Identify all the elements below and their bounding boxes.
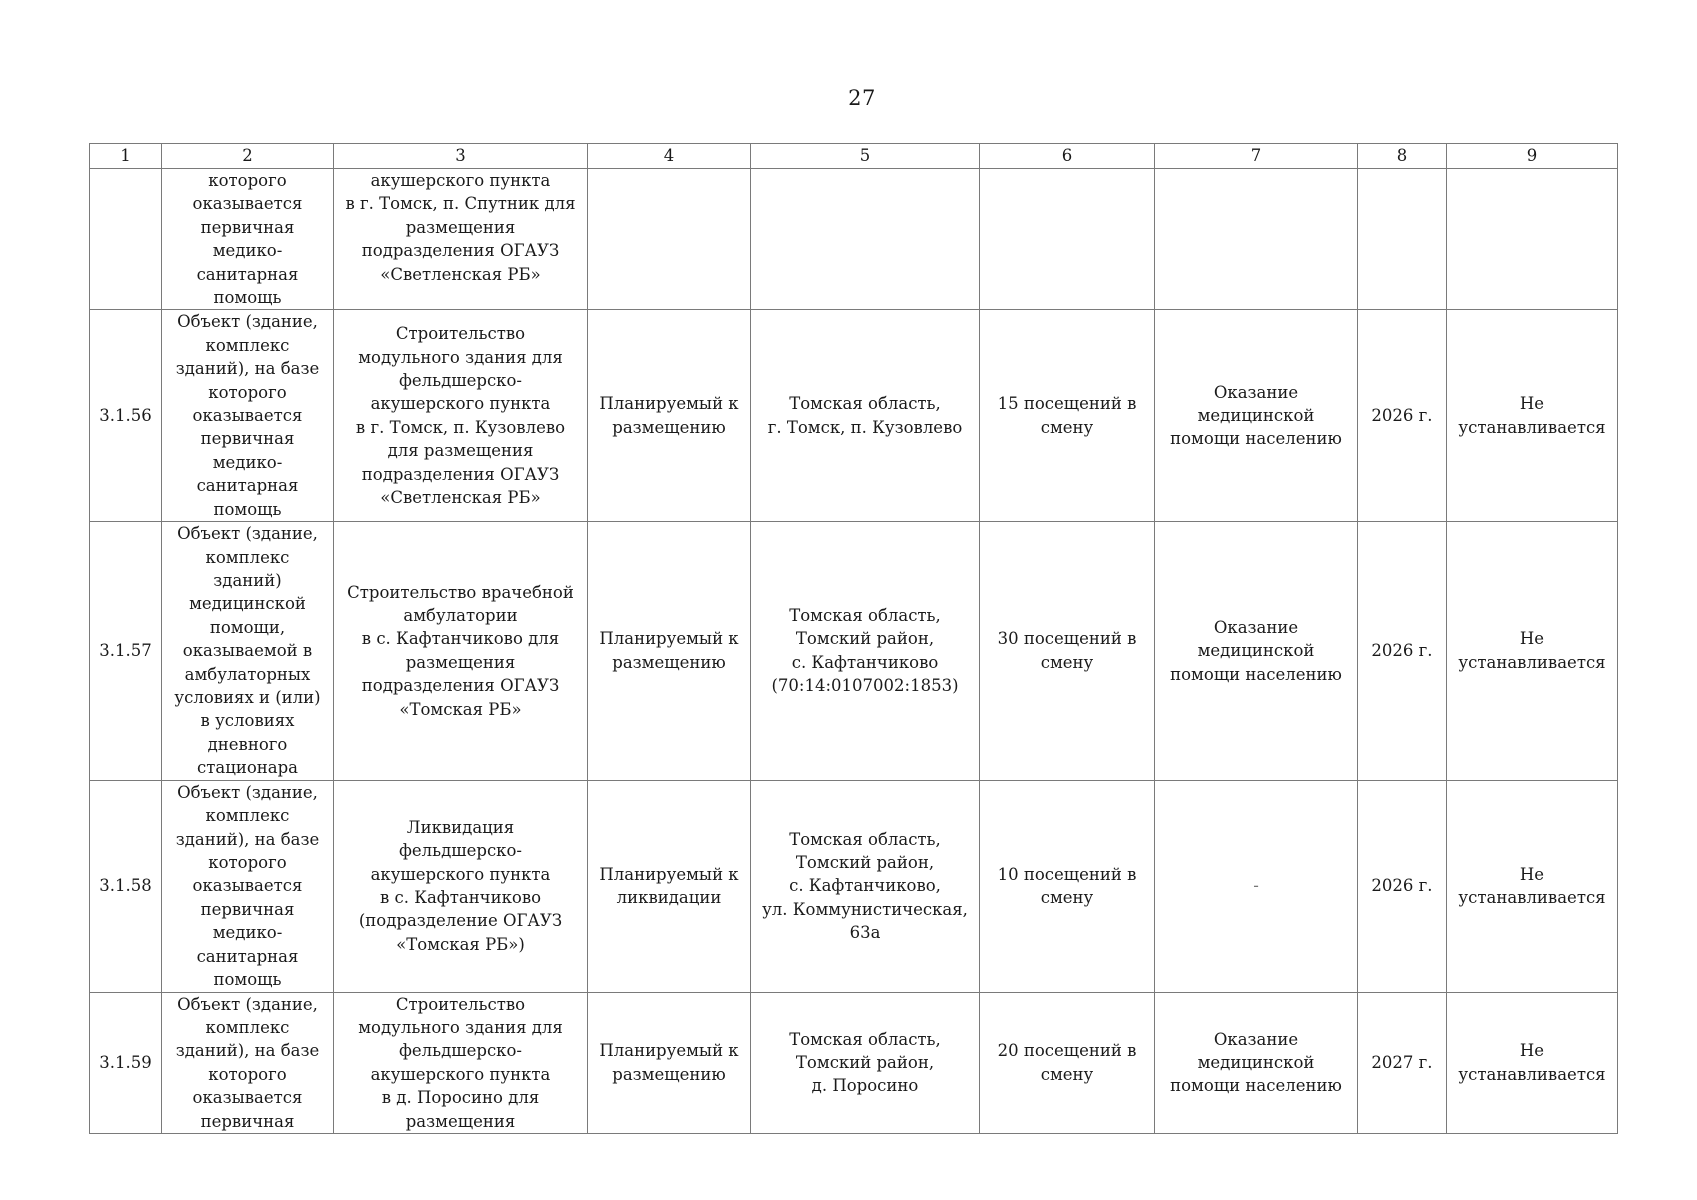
table-row [90, 992, 1618, 1133]
cell-status: Планируемый к размещению [588, 310, 751, 522]
column-number-6: 6 [980, 144, 1155, 169]
cell-number: 3.1.59 [90, 992, 162, 1133]
column-number-4: 4 [588, 144, 751, 169]
cell-object-type: Объект (здание, комплекс зданий), на базе которого оказывается первичная медико- санитарная помощь [162, 310, 334, 522]
cell-status: Планируемый к размещению [588, 992, 751, 1133]
cell-object-type: Объект (здание, комплекс зданий) медицинской помощи, оказываемой в амбулаторных условиях и (или) в условиях дневного стационара [162, 522, 334, 780]
cell-description: Строительство врачебной амбулатории в с. Кафтанчиково для размещения подразделения ОГАУЗ «Томская РБ» [334, 522, 588, 780]
column-number-5: 5 [751, 144, 980, 169]
column-number-9: 9 [1447, 144, 1618, 169]
cell-year: 2026 г. [1358, 780, 1447, 992]
column-number-7: 7 [1155, 144, 1358, 169]
column-number-3: 3 [334, 144, 588, 169]
column-number-1: 1 [90, 144, 162, 169]
cell-purpose: Оказание медицинской помощи населению [1155, 522, 1358, 780]
cell-location: Томская область, Томский район, д. Поросино [751, 992, 980, 1133]
column-number-row [90, 144, 1618, 169]
cell-status: Планируемый к размещению [588, 522, 751, 780]
cell-capacity: 10 посещений в смену [980, 780, 1155, 992]
page-number: 27 [848, 86, 876, 110]
cell-capacity: 20 посещений в смену [980, 992, 1155, 1133]
cell-capacity [980, 169, 1155, 310]
cell-capacity: 15 посещений в смену [980, 310, 1155, 522]
cell-object-type: Объект (здание, комплекс зданий), на базе которого оказывается первичная [162, 992, 334, 1133]
cell-description: акушерского пункта в г. Томск, п. Спутник для размещения подразделения ОГАУЗ «Светленская РБ» [334, 169, 588, 310]
cell-zone: Не устанавливается [1447, 522, 1618, 780]
column-number-8: 8 [1358, 144, 1447, 169]
cell-number: 3.1.58 [90, 780, 162, 992]
cell-number: 3.1.56 [90, 310, 162, 522]
registry-table [89, 143, 1618, 1134]
cell-description: Строительство модульного здания для фельдшерско- акушерского пункта в д. Поросино для размещения [334, 992, 588, 1133]
cell-location [751, 169, 980, 310]
cell-object-type: которого оказывается первичная медико- санитарная помощь [162, 169, 334, 310]
cell-description: Строительство модульного здания для фельдшерско- акушерского пункта в г. Томск, п. Кузовлево для размещения подразделения ОГАУЗ «Светленская РБ» [334, 310, 588, 522]
table-row [90, 310, 1618, 522]
cell-zone: Не устанавливается [1447, 780, 1618, 992]
column-number-2: 2 [162, 144, 334, 169]
cell-object-type: Объект (здание, комплекс зданий), на базе которого оказывается первичная медико- санитарная помощь [162, 780, 334, 992]
cell-capacity: 30 посещений в смену [980, 522, 1155, 780]
table-row-continuation [90, 169, 1618, 310]
cell-location: Томская область, г. Томск, п. Кузовлево [751, 310, 980, 522]
cell-status: Планируемый к ликвидации [588, 780, 751, 992]
cell-description: Ликвидация фельдшерско- акушерского пункта в с. Кафтанчиково (подразделение ОГАУЗ «Томская РБ») [334, 780, 588, 992]
cell-purpose: Оказание медицинской помощи населению [1155, 310, 1358, 522]
cell-zone [1447, 169, 1618, 310]
table-row [90, 780, 1618, 992]
cell-location: Томская область, Томский район, с. Кафтанчиково (70:14:0107002:1853) [751, 522, 980, 780]
cell-location: Томская область, Томский район, с. Кафтанчиково, ул. Коммунистическая, 63а [751, 780, 980, 992]
cell-purpose: Оказание медицинской помощи населению [1155, 992, 1358, 1133]
cell-year [1358, 169, 1447, 310]
cell-purpose: - [1155, 780, 1358, 992]
cell-zone: Не устанавливается [1447, 992, 1618, 1133]
cell-purpose [1155, 169, 1358, 310]
cell-number: 3.1.57 [90, 522, 162, 780]
cell-year: 2026 г. [1358, 522, 1447, 780]
cell-year: 2026 г. [1358, 310, 1447, 522]
cell-status [588, 169, 751, 310]
table-row [90, 522, 1618, 780]
cell-number [90, 169, 162, 310]
cell-zone: Не устанавливается [1447, 310, 1618, 522]
cell-year: 2027 г. [1358, 992, 1447, 1133]
